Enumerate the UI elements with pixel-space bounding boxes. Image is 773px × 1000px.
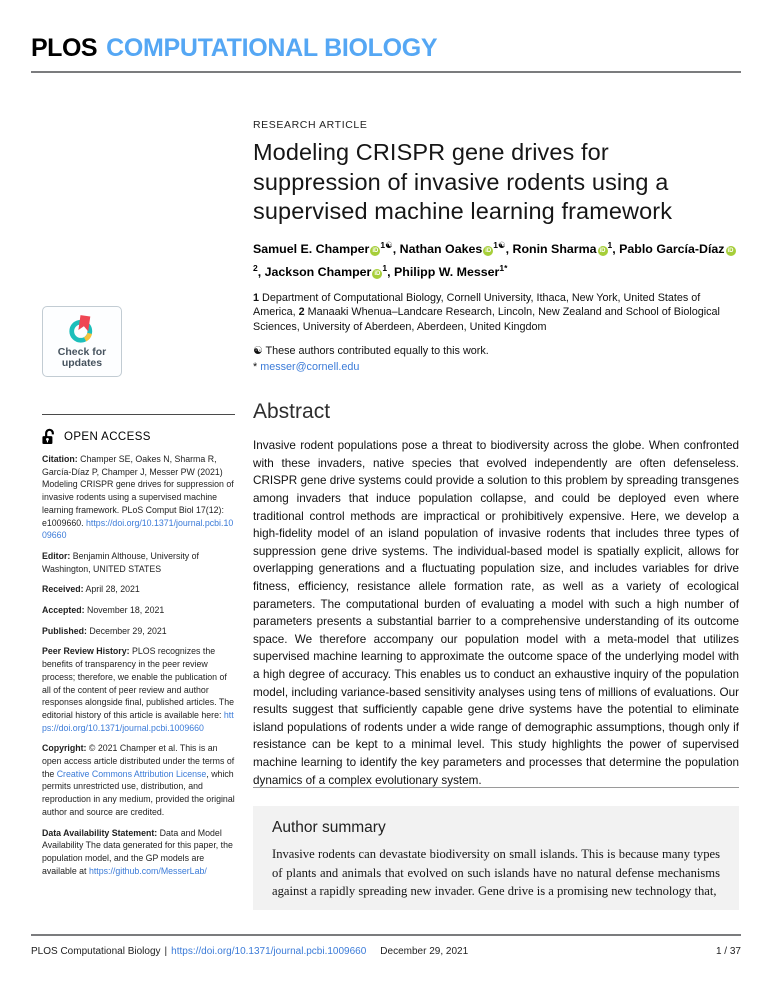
open-lock-icon: [42, 428, 57, 445]
open-access-row: [42, 428, 235, 445]
author-summary-heading: Author summary: [272, 819, 386, 836]
sidebar-divider: [42, 414, 235, 415]
masthead-divider: [31, 71, 741, 73]
github-link[interactable]: https://github.com/MesserLab/: [88, 865, 207, 876]
editor-note: Editor: Benjamin Althouse, University of Washington, UNITED STATES: [42, 550, 199, 574]
peer-review-doi-link[interactable]: https://doi.org/10.1371/journal.pcbi.1009660: [42, 709, 234, 733]
corresponding-email-link[interactable]: messer@cornell.edu: [260, 361, 360, 374]
orcid-icon[interactable]: iD: [485, 247, 492, 254]
footer-journal: PLOS Computational Biology: [31, 946, 161, 957]
open-access-label: OPEN ACCESS: [64, 430, 151, 443]
data-availability-note: Data Availability Statement: Data and Model Availability The data generated for this paper, the population model, and the GP models are available at https://github.com/MesserLab/: [42, 827, 233, 876]
citation-label: Citation:: [42, 454, 78, 464]
orcid-icon[interactable]: iD: [372, 247, 379, 254]
corresponding-author-line: * messer@cornell.edu: [253, 361, 360, 374]
abstract-text: Invasive rodent populations pose a threat to biodiversity across the globe. When confronted with these invaders, native species that evolved independently are often defenseless. CRISPR gene drive systems could provide a solution to this problem by spreading transgenes among invaders that induce population collapse, and could be deployed even where traditional control methods are impractical or prohibitively expensive. Here, we develop a high-fidelity model of an island population of invasive rodents that includes three types of suppression gene drive systems. The individual-based model is spatially explicit, allows for overlapping generations and a fluctuating population size, and includes variables for drive fitness, efficiency, resistance allele formation rate, as well as a variety of ecological parameters. The computational burden of evaluating a model with such a high number of parameters presents a substantial barrier to a comprehensive understanding of its outcome space. We therefore accompany our population model with a meta-model that utilizes supervised machine learning to approximate the outcome space of the underlying model with a high degree of accuracy. This enables us to conduct an exhaustive inquiry of the population model, including variance-based sensitivity analyses using tens of millions of evaluations. Our results suggest that sufficiently capable gene drive systems have the potential to eliminate island populations of rodents under a wide range of demographic assumptions, though only if resistance can be kept to a minimal level. This study highlights the power of supervised machine learning to identify the key parameters and processes that determine the population dynamics of a complex evolutionary system.: [253, 439, 739, 787]
affiliation: 2 Manaaki Whenua–Landcare Research, Lincoln, New Zealand and School of Biological Sciences, University of Aberdeen, Aberdeen, United Kingdom: [253, 306, 720, 333]
author: Jackson Champer $iD^1$,: [264, 262, 394, 279]
footer-divider: [31, 934, 741, 936]
abstract-heading: Abstract: [253, 400, 331, 424]
journal-name: COMPUTATIONAL BIOLOGY: [106, 34, 438, 62]
author: Samuel E. Champer $iD^{1☯}$,: [253, 239, 400, 256]
footer-page-number: 1 / 37: [715, 946, 741, 957]
orcid-icon[interactable]: iD: [599, 247, 606, 254]
footer-left: [31, 946, 716, 957]
copyright-note: Copyright: © 2021 Champer et al. This is an open access article distributed under the terms of the Creative Commons Attribution License, which permits unrestricted use, distribution, and reproduction in any medium, provided the original author and source are credited.: [42, 743, 235, 817]
footer-doi-link[interactable]: https://doi.org/10.1371/journal.pcbi.1009660: [171, 946, 367, 957]
plos-logo: PLOS: [31, 34, 98, 62]
masthead: [31, 34, 437, 63]
footer-date: December 29, 2021: [380, 946, 469, 957]
peer-review-note: Peer Review History: PLOS recognizes the benefits of transparency in the peer review process; therefore, we enable the publication of all of the content of peer review and author responses alongside final, published articles. The editorial history of this article is available here: https://doi.org/10.1371/journal.pcbi.1009660: [42, 646, 235, 733]
sidebar: [42, 306, 235, 877]
crossmark-icon: [67, 314, 98, 345]
orcid-icon[interactable]: iD: [374, 270, 381, 277]
accepted-note: Accepted: November 18, 2021: [42, 605, 165, 616]
author: Philipp W. Messer$^{1*}$: [394, 262, 508, 279]
article-type-kicker: RESEARCH ARTICLE: [253, 119, 368, 131]
author: Ronin Sharma $iD^1$,: [512, 239, 620, 256]
citation-note: Citation: Champer SE, Oakes N, Sharma R, García-Díaz P, Champer J, Messer PW (2021) Modeling CRISPR gene drives for suppression of invasive rodents using a supervised machine learning framework. PLoS Comput Biol 17(12): e1009660. https://doi.org/10.1371/journal.pcbi.1009660: [42, 454, 234, 541]
received-note: Received: April 28, 2021: [42, 584, 140, 595]
check-for-updates-badge[interactable]: [42, 306, 122, 377]
equal-contribution-note: ☯ These authors contributed equally to this work.: [253, 345, 489, 358]
cc-license-link[interactable]: Creative Commons Attribution License: [56, 768, 207, 779]
footer-pipe: |: [164, 946, 168, 957]
author-summary-box: [253, 806, 739, 910]
author-summary-text: Invasive rodents can devastate biodiversity on small islands. This is because many types of plants and animals that evolved on such islands have no natural defense mechanisms against a rapidly spreading new invader. Gene drive is a promising new technology that,: [272, 847, 720, 899]
published-note: Published: December 29, 2021: [42, 625, 167, 636]
check-updates-label: Check for updates: [57, 345, 107, 369]
author-list: [253, 236, 739, 282]
article-main: [253, 119, 739, 789]
editor-label: Editor:: [42, 550, 71, 561]
affiliation: 1 Department of Computational Biology, Cornell University, Ithaca, New York, United States of America,: [253, 291, 701, 319]
page-footer: [31, 946, 741, 957]
orcid-icon[interactable]: iD: [727, 247, 734, 254]
citation-doi-link[interactable]: https://doi.org/10.1371/journal.pcbi.1009660: [42, 517, 234, 541]
article-title: Modeling CRISPR gene drives for suppression of invasive rodents using a supervised machine learning framework: [253, 139, 673, 224]
author: Pablo García-Díaz $iD^2$,: [253, 241, 734, 279]
affiliations: [253, 291, 739, 335]
author: Nathan Oakes $iD^{1☯}$,: [399, 239, 513, 256]
abstract-divider: [253, 787, 739, 788]
